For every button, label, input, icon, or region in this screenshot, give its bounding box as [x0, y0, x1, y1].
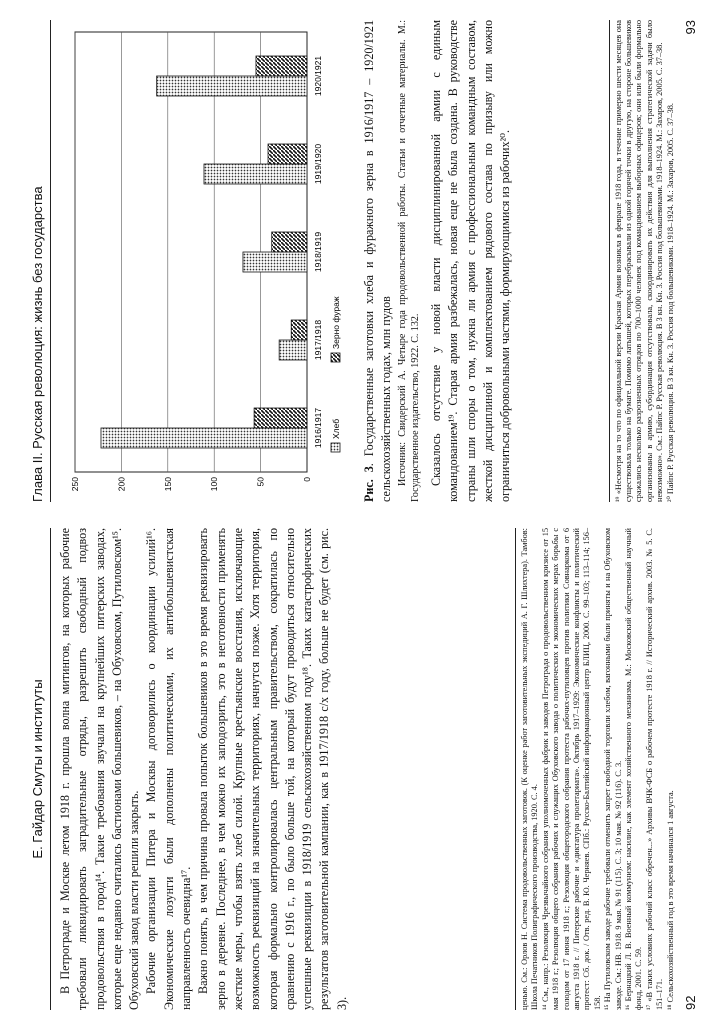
bar-zerno	[268, 144, 307, 164]
bar-zerno	[254, 408, 307, 428]
y-tick-label: 150	[162, 477, 173, 492]
footnote: ¹⁶ Бернацкий Л. В. Военный коммунизм: насилие, как элемент хозяйственного механизма. М.: Московский общественный научный фонд, 2001. С. 59.	[623, 528, 644, 1010]
footnote: ²⁰ Пайпс Р. Русская революция. В 3 кн. Кн. 3. Россия под большевиками. 1918–1924. М.: Захаров, 2005. С. 37–38.	[665, 103, 675, 502]
x-tick-label: 1916/1917	[313, 407, 323, 449]
body-text	[428, 20, 514, 502]
left-page	[30, 528, 698, 1010]
y-tick-label: 250	[70, 477, 80, 492]
x-tick-label: 1919/1920	[313, 143, 323, 185]
footnote: ¹⁸ Сельскохозяйственный год в это время начинался 1 августа.	[665, 790, 675, 1010]
bar-khleb	[279, 340, 307, 360]
x-tick-label: 1917/1918	[313, 319, 323, 361]
bar-khleb	[204, 164, 307, 184]
y-tick-label: 50	[255, 477, 266, 487]
figure-source: Источник: Свидерский А. Четыре года продовольственной работы. Статьи и отчетные материалы. М.: Государственное издательство, 1922. С. 132.	[397, 20, 421, 502]
footnote: ¹⁵ На Путиловском заводе рабочие требовали отменить запрет свободной торговли хлебом, вагонными были приняты и на Обуховском заводе. См.: НВ. 1918. 9 мая. № 91 (115). С. 3; 10 мая. № 92 (116). С. 3.	[603, 528, 623, 1010]
legend-swatch	[331, 353, 340, 362]
paragraph: Сказалось отсутствие у новой власти дисциплинированной армии с единым командованием¹⁹. Старая армия разбежалась, новая еще не была создана. В руководстве страны шли споры о том, нужна ли армия с профессиональным командным составом, жесткой дисциплиной и комплектованием рядового состава по призыву или можно ограничиться добровольными частями, формирующимися из рабочих²⁰.	[429, 20, 513, 502]
footnotes	[609, 20, 676, 502]
x-tick-label: 1920/1921	[313, 55, 323, 97]
footnote: ¹⁷ «В таких условиях рабочий класс обречен...» Архивы ВЧК-ФСБ о рабочем протесте 1918 г. // Исторический архив. 2003. № 5. С. 151–171.	[644, 528, 665, 1010]
bar-khleb	[157, 76, 307, 96]
page-number: 93	[683, 20, 698, 35]
legend-label: Хлеб	[331, 418, 341, 439]
figure-caption	[361, 20, 394, 502]
y-tick-label: 200	[116, 477, 127, 492]
page-number: 92	[683, 995, 698, 1010]
bar-zerno	[272, 232, 307, 252]
footnote: ¹⁴ См., напр.: Резолюция Чрезвычайного собрания уполномоченных фабрик и заводов Петрограда о продовольственном кризисе от 15 мая 1918 г.; Резолюция общего собрания рабочих и служащих Обуховского завода о политических и экономических мерах борьбы с голодом от 17 июня 1918 г.; Резолюция общегородского собрания протеста рабочих-путиловцев против политики Совнаркома от 6 августа 1918 г. // Питерские рабочие и «диктатура пролетариата». Октябрь 1917–1929: Экономические конфликты и политический протест: Сб. док. / Отв. ред. В. Ю. Черняев. СПб.: Русско-Балтийский информационный центр БЛИЦ, 2000. С. 99–103; 113–114; 156–158.	[540, 528, 602, 1010]
figure-label: Рис. 3	[362, 466, 376, 502]
paragraph: В Петрограде и Москве летом 1918 г. прошла волна митингов, на которых рабочие требовали ликвидировать заградительные отряды, разрешить свободный подвоз продовольствия в город¹⁴. Такие требования звучали на крупнейших питерских заводах, которые еще недавно считались бастионами большевиков, – на Обуховском, Путиловском¹⁵. Обуховский завод власти решили закрыть.	[58, 528, 142, 1010]
bar-khleb	[243, 252, 307, 272]
y-tick-label: 100	[209, 477, 220, 492]
figure-caption-text: . Государственные заготовки хлеба и фуражного зерна в 1916/1917 – 1920/1921 сельскохозяйственных годах, млн пудов	[362, 20, 393, 502]
bar-chart	[57, 20, 357, 502]
body-text	[57, 528, 351, 1010]
bar-khleb	[101, 428, 307, 448]
footnote: ценью. См.: Орлов Н. Система продовольственных заготовок. (К оценке работ заготовительных экспедиций А. Г. Шлихтера). Тамбов: Школа Печатников Полиграфического производства, 1920. С. 4.	[519, 528, 540, 1010]
legend-swatch	[331, 443, 340, 452]
y-tick-label: 0	[302, 477, 312, 482]
bar-zerno	[256, 56, 307, 76]
right-page	[30, 20, 698, 502]
footnotes	[515, 528, 676, 1010]
footnote: ¹⁹ «Несмотря на то что по официальной версии Красная Армия возникла в феврале 1918 года, в течение примерно шести месяцев она существовала только на бумаге. Помимо латышей, которых перебрасывали из одной горячей точки в другую, на стороне большевиков сражались несколько разрозненных отрядов по 700–1000 человек под командованием выборных офицеров; они или были формально организованы в армию, субординация отсутствовала, скоординировать их действия для выполнения стратегической задачи было невозможно». См.: Пайпс Р. Русская революция. В 3 кн. Кн. 3. Россия под большевиками. 1918–1924. М.: Захаров, 2005. С. 37–38.	[613, 20, 665, 502]
paragraph: Важно понять, в чем причина провала попыток большевиков в это время реквизировать зерно в деревне. Последнее, в чем можно их заподозрить, это в неготовности применять жесткие меры, чтобы взять хлеб силой. Крупные крестьянские восстания, исключающие возможность реквизиций на значительных территориях, начнутся позже. Хотя территория, которая формально контролировалась центральным правительством, сократилась по сравнению с 1916 г., по было больше той, на который будут проводиться относительно успешные реквизиции в 1918/1919 сельскохозяйственном году¹⁸. Таких катастрофических результатов заготовительной кампании, как в 1917/1918 с/х году, больше не будет (см. рис. 3).	[196, 528, 349, 1010]
paragraph: Рабочие организации Питера и Москвы договорились о координации усилий¹⁶. Экономические лозунги были дополнены политическими, их антибольшевистская направленность очевидна¹⁷.	[144, 528, 194, 1010]
bar-zerno	[291, 320, 307, 340]
x-tick-label: 1918/1919	[313, 231, 323, 273]
figure-chart	[57, 20, 357, 502]
legend-label: Зерно фураж	[331, 296, 341, 349]
running-head: Глава II. Русская революция: жизнь без государства	[30, 20, 51, 502]
running-head: Е. Гайдар Смуты и институты	[30, 528, 51, 1010]
